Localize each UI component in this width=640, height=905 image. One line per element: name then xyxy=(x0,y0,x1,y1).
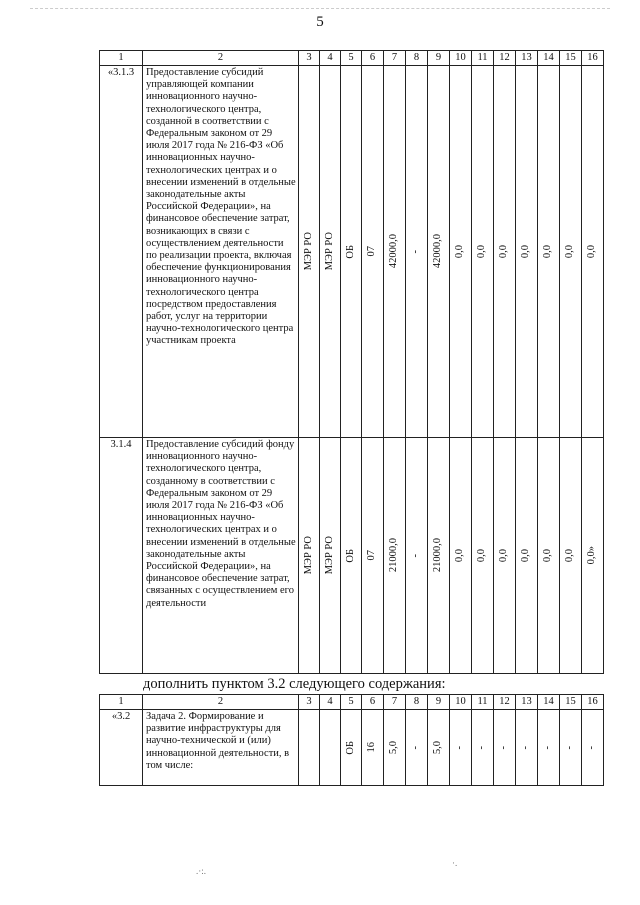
cell-c15: - xyxy=(560,710,582,786)
cell-c14: - xyxy=(538,710,560,786)
cell-c12: 0,0 xyxy=(494,438,516,674)
cell-executor: МЭР РО xyxy=(299,438,320,674)
row-description: Предоставление субсидий управляющей компании инновационного научно-технологического центра, созданной в соответствии с Федеральным законом от 29 июля 2017 года № 216-ФЗ «Об инновационных научно-технологических центрах и о внесении изменений в отдельные законодательные акты Российской Федерации», на финансовое обеспечение затрат, возникающих в связи с осуществлением деятельности по реализации проекта, включая обеспечение функционирования инновационного научно-технологического центра посредством предоставления работ, услуг на территории научно-технологического центра участникам проекта xyxy=(143,66,299,438)
table-row xyxy=(100,438,604,674)
cell-c10: - xyxy=(450,710,472,786)
col-header: 5 xyxy=(341,695,362,710)
col-header: 2 xyxy=(143,695,299,710)
col-header: 14 xyxy=(538,695,560,710)
cell-total: 5,0 xyxy=(384,710,406,786)
col-header: 5 xyxy=(341,51,362,66)
col-header: 12 xyxy=(494,51,516,66)
program-table-2 xyxy=(99,694,604,786)
col-header: 16 xyxy=(582,695,604,710)
cell-coexecutor: МЭР РО xyxy=(320,438,341,674)
col-header: 7 xyxy=(384,695,406,710)
col-header: 6 xyxy=(362,695,384,710)
col-header: 8 xyxy=(406,695,428,710)
row-number: 3.1.4 xyxy=(100,438,143,674)
col-header: 4 xyxy=(320,695,341,710)
cell-coexecutor xyxy=(320,710,341,786)
row-description: Задача 2. Формирование и развитие инфраструктуры для научно-технической и (или) инновационной деятельности, в том числе: xyxy=(143,710,299,786)
row-number: «3.1.3 xyxy=(100,66,143,438)
cell-c14: 0,0 xyxy=(538,66,560,438)
header-row xyxy=(100,695,604,710)
cell-code: 07 xyxy=(362,66,384,438)
cell-total: 42000,0 xyxy=(384,66,406,438)
cell-c11: 0,0 xyxy=(472,66,494,438)
cell-c15: 0,0 xyxy=(560,66,582,438)
cell-executor xyxy=(299,710,320,786)
col-header: 13 xyxy=(516,51,538,66)
col-header: 14 xyxy=(538,51,560,66)
cell-code: 07 xyxy=(362,438,384,674)
col-header: 9 xyxy=(428,51,450,66)
cell-c8: - xyxy=(406,710,428,786)
scan-speck: .·:. xyxy=(196,866,206,876)
cell-c10: 0,0 xyxy=(450,438,472,674)
cell-coexecutor: МЭР РО xyxy=(320,66,341,438)
col-header: 3 xyxy=(299,695,320,710)
cell-c16: 0,0» xyxy=(582,438,604,674)
cell-total: 21000,0 xyxy=(384,438,406,674)
cell-budget: ОБ xyxy=(341,438,362,674)
row-description: Предоставление субсидий фонду инновационного научно-технологического центра, созданному в соответствии с Федеральным законом от 29 июля 2017 года № 216-ФЗ «Об инновационных научно-технологических центрах и о внесении изменений в отдельные законодательные акты Российской Федерации», на финансовое обеспечение затрат, связанных с осуществлением его деятельности xyxy=(143,438,299,674)
cell-c11: - xyxy=(472,710,494,786)
col-header: 3 xyxy=(299,51,320,66)
col-header: 2 xyxy=(143,51,299,66)
cell-c8: - xyxy=(406,438,428,674)
table-row xyxy=(100,710,604,786)
amendment-note: дополнить пунктом 3.2 следующего содержания: xyxy=(143,676,446,692)
cell-c13: 0,0 xyxy=(516,66,538,438)
col-header: 10 xyxy=(450,51,472,66)
col-header: 10 xyxy=(450,695,472,710)
scan-speck: ·. xyxy=(452,858,458,868)
col-header: 15 xyxy=(560,51,582,66)
col-header: 7 xyxy=(384,51,406,66)
row-number: «3.2 xyxy=(100,710,143,786)
cell-executor: МЭР РО xyxy=(299,66,320,438)
col-header: 11 xyxy=(472,695,494,710)
cell-c9: 21000,0 xyxy=(428,438,450,674)
col-header: 6 xyxy=(362,51,384,66)
cell-code: 16 xyxy=(362,710,384,786)
cell-budget: ОБ xyxy=(341,710,362,786)
table-row xyxy=(100,66,604,438)
col-header: 4 xyxy=(320,51,341,66)
cell-c13: 0,0 xyxy=(516,438,538,674)
cell-c8: - xyxy=(406,66,428,438)
col-header: 12 xyxy=(494,695,516,710)
col-header: 15 xyxy=(560,695,582,710)
scan-top-edge xyxy=(30,8,610,9)
col-header: 9 xyxy=(428,695,450,710)
cell-c10: 0,0 xyxy=(450,66,472,438)
col-header: 11 xyxy=(472,51,494,66)
program-table-1 xyxy=(99,50,604,674)
cell-c12: - xyxy=(494,710,516,786)
cell-c11: 0,0 xyxy=(472,438,494,674)
page-number: 5 xyxy=(316,14,324,30)
cell-c13: - xyxy=(516,710,538,786)
cell-c9: 5,0 xyxy=(428,710,450,786)
col-header: 16 xyxy=(582,51,604,66)
cell-c15: 0,0 xyxy=(560,438,582,674)
cell-c14: 0,0 xyxy=(538,438,560,674)
cell-c12: 0,0 xyxy=(494,66,516,438)
col-header: 1 xyxy=(100,695,143,710)
cell-budget: ОБ xyxy=(341,66,362,438)
cell-c16: - xyxy=(582,710,604,786)
col-header: 8 xyxy=(406,51,428,66)
header-row xyxy=(100,51,604,66)
col-header: 13 xyxy=(516,695,538,710)
cell-c16: 0,0 xyxy=(582,66,604,438)
cell-c9: 42000,0 xyxy=(428,66,450,438)
col-header: 1 xyxy=(100,51,143,66)
